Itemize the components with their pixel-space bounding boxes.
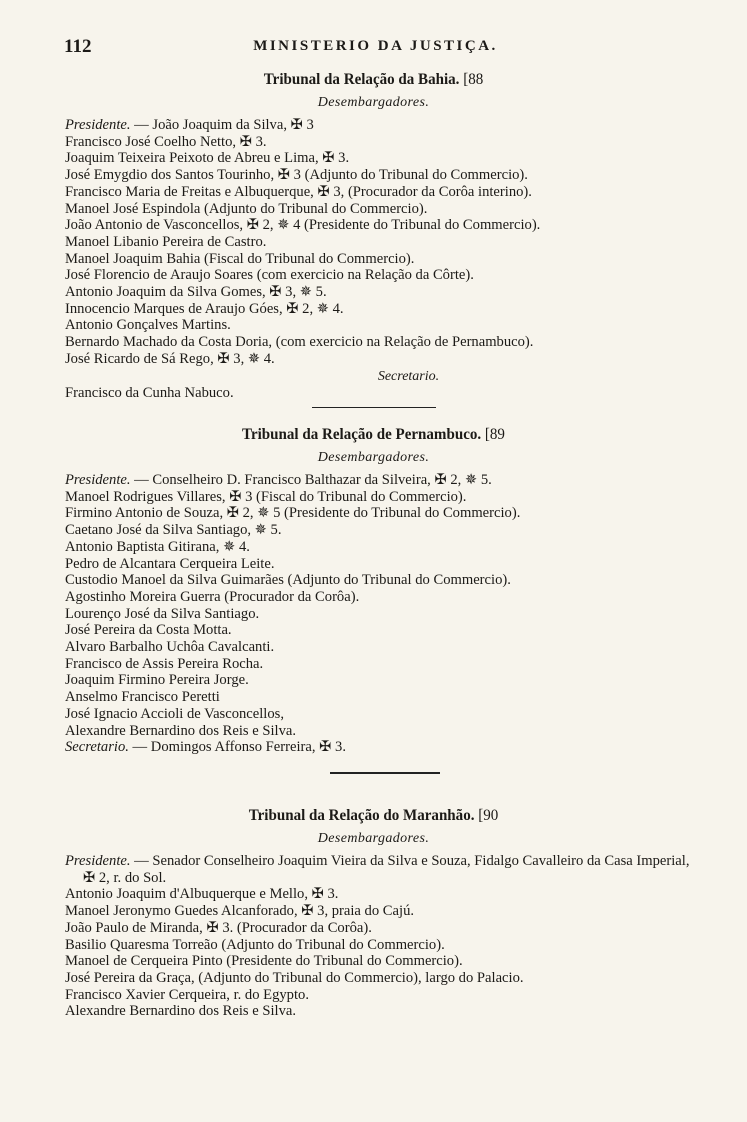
section-title: [22, 425, 724, 445]
entry-text: Agostinho Moreira Guerra (Procurador da Corôa).: [65, 588, 360, 605]
divider-rule: [312, 407, 436, 408]
entry-text: Alexandre Bernardino dos Reis e Silva.: [65, 722, 297, 739]
entry-text: Lourenço José da Silva Santiago.: [65, 605, 260, 622]
entry-text: Antonio Baptista Gitirana, ✵ 4.: [65, 538, 250, 555]
entry-text: Francisco de Assis Pereira Rocha.: [65, 655, 264, 672]
entry-row: [65, 251, 697, 268]
entry-text: — João Joaquim da Silva, ✠ 3: [130, 117, 314, 133]
entry-text: Antonio Joaquim d'Albuquerque e Mello, ✠ 3.: [65, 886, 339, 903]
entry-row: [65, 739, 697, 756]
entry-row: [65, 522, 697, 539]
entry-list: [65, 472, 697, 756]
entry-text: Firmino Antonio de Souza, ✠ 2, ✵ 5 (Presidente do Tribunal do Commercio).: [65, 505, 521, 522]
entry-row: [65, 301, 697, 318]
entry-label: Presidente.: [65, 472, 131, 488]
entry-text: Anselmo Francisco Peretti: [65, 689, 220, 706]
section-subtitle: Desembargadores.: [317, 95, 430, 110]
entry-text: Joaquim Firmino Pereira Jorge.: [65, 672, 249, 689]
entry-text: João Paulo de Miranda, ✠ 3. (Procurador da Corôa).: [65, 919, 372, 936]
entry-row: [65, 150, 697, 167]
section-title: [22, 806, 724, 826]
entry-text: Francisco Maria de Freitas e Albuquerque, ✠ 3, (Procurador da Corôa interino).: [65, 183, 532, 200]
entry-row: [65, 351, 697, 368]
entry-row: [65, 606, 697, 623]
entry-text: José Pereira da Graça, (Adjunto do Tribunal do Commercio), largo do Palacio.: [65, 969, 524, 986]
entry-row: [65, 201, 697, 218]
entry-text: João Antonio de Vasconcellos, ✠ 2, ✵ 4 (Presidente do Tribunal do Commercio).: [65, 217, 541, 234]
entry-row: [65, 886, 697, 903]
entry-text: Basilio Quaresma Torreão (Adjunto do Tribunal do Commercio).: [65, 936, 445, 953]
entry-text: Custodio Manoel da Silva Guimarães (Adjunto do Tribunal do Commercio).: [65, 572, 511, 589]
entry-row: [65, 167, 697, 184]
entry-row: [65, 1003, 697, 1020]
entry-row: [65, 539, 697, 556]
section-pernambuco: [0, 425, 747, 774]
entry-row: [65, 853, 697, 886]
entry-row: [65, 672, 697, 689]
entry-row: [65, 284, 697, 301]
secretary-list: [65, 385, 697, 402]
entry-row: [65, 334, 697, 351]
running-title: MINISTERIO DA JUSTIÇA.: [253, 38, 498, 54]
section-title: [22, 70, 724, 90]
entry-row: [65, 134, 697, 151]
entry-row: [65, 317, 697, 334]
entry-row: [65, 472, 697, 489]
entry-text: — Domingos Affonso Ferreira, ✠ 3.: [128, 739, 346, 756]
entry-text: Francisco José Coelho Netto, ✠ 3.: [65, 133, 267, 150]
section-bahia: [0, 70, 747, 408]
section-maranhao: [0, 806, 747, 1020]
entry-row: [65, 723, 697, 740]
page-number: 112: [64, 36, 92, 57]
entry-list: [65, 853, 697, 1020]
entry-text: Manoel Rodrigues Villares, ✠ 3 (Fiscal do Tribunal do Commercio).: [65, 488, 467, 505]
section-number: [90: [478, 807, 499, 824]
entry-text: Innocencio Marques de Araujo Góes, ✠ 2, ✵ 4.: [65, 300, 344, 317]
running-head: [64, 36, 687, 58]
entry-row: [65, 622, 697, 639]
section-number: [89: [484, 426, 505, 443]
entry-text: José Emygdio dos Santos Tourinho, ✠ 3 (Adjunto do Tribunal do Commercio).: [65, 167, 528, 184]
entry-text: Alexandre Bernardino dos Reis e Silva.: [65, 1003, 297, 1020]
entry-row: [65, 184, 697, 201]
section-title-text: Tribunal da Relação de Pernambuco.: [242, 426, 482, 443]
entry-label: Secretario.: [65, 739, 129, 756]
entry-text: Manoel Joaquim Bahia (Fiscal do Tribunal do Commercio).: [65, 250, 415, 267]
section-title-text: Tribunal da Relação do Maranhão.: [248, 807, 475, 824]
entry-label: Presidente.: [65, 117, 131, 133]
entry-text: Alvaro Barbalho Uchôa Cavalcanti.: [65, 639, 275, 656]
entry-row: [65, 970, 697, 987]
section-subtitle: Desembargadores.: [317, 831, 430, 846]
section-number: [88: [463, 71, 484, 88]
entry-row: [65, 937, 697, 954]
entry-row: [65, 639, 697, 656]
entry-text: Manoel de Cerqueira Pinto (Presidente do Tribunal do Commercio).: [65, 953, 463, 970]
entry-row: [65, 489, 697, 506]
divider-rule: [330, 772, 440, 774]
entry-row: [65, 572, 697, 589]
entry-list: [65, 117, 697, 368]
entry-text: José Florencio de Araujo Soares (com exercicio na Relação da Côrte).: [65, 267, 474, 284]
secretary-heading: Secretario.: [377, 368, 440, 384]
entry-row: [65, 656, 697, 673]
entry-row: [65, 505, 697, 522]
entry-text: José Pereira da Costa Motta.: [65, 622, 232, 639]
entry-text: Francisco Xavier Cerqueira, r. do Egypto.: [65, 986, 309, 1003]
entry-row: [65, 706, 697, 723]
entry-text: Bernardo Machado da Costa Doria, (com exercicio na Relação de Pernambuco).: [65, 334, 534, 351]
entry-text: Caetano José da Silva Santiago, ✵ 5.: [65, 522, 282, 539]
entry-row: [65, 556, 697, 573]
entry-text: Manoel Jeronymo Guedes Alcanforado, ✠ 3, praia do Cajú.: [65, 903, 415, 920]
entry-text: — Senador Conselheiro Joaquim Vieira da Silva e Souza, Fidalgo Cavalleiro da Casa Imperial, ✠ 2, r. do Sol.: [83, 853, 690, 886]
entry-row: [65, 953, 697, 970]
entry-row: [65, 589, 697, 606]
entry-row: [65, 217, 697, 234]
entry-row: [65, 234, 697, 251]
entry-text: — Conselheiro D. Francisco Balthazar da Silveira, ✠ 2, ✵ 5.: [130, 472, 492, 488]
section-subtitle: Desembargadores.: [317, 450, 430, 465]
entry-text: Antonio Gonçalves Martins.: [65, 317, 231, 334]
entry-text: Antonio Joaquim da Silva Gomes, ✠ 3, ✵ 5.: [65, 284, 327, 301]
entry-row: [65, 903, 697, 920]
entry-text: José Ignacio Accioli de Vasconcellos,: [65, 705, 284, 722]
entry-text: Pedro de Alcantara Cerqueira Leite.: [65, 555, 275, 572]
entry-row: [65, 117, 697, 134]
entry-row: [65, 987, 697, 1004]
entry-text: Manoel José Espindola (Adjunto do Tribunal do Commercio).: [65, 200, 428, 217]
entry-text: Joaquim Teixeira Peixoto de Abreu e Lima, ✠ 3.: [65, 150, 350, 167]
entry-text: José Ricardo de Sá Rego, ✠ 3, ✵ 4.: [65, 350, 275, 367]
entry-row: [65, 920, 697, 937]
entry-row: [65, 267, 697, 284]
section-title-text: Tribunal da Relação da Bahia.: [263, 71, 460, 88]
entry-row: [65, 689, 697, 706]
entry-label: Presidente.: [65, 853, 131, 869]
secretary-name: Francisco da Cunha Nabuco.: [65, 384, 234, 401]
entry-text: Manoel Libanio Pereira de Castro.: [65, 233, 267, 250]
